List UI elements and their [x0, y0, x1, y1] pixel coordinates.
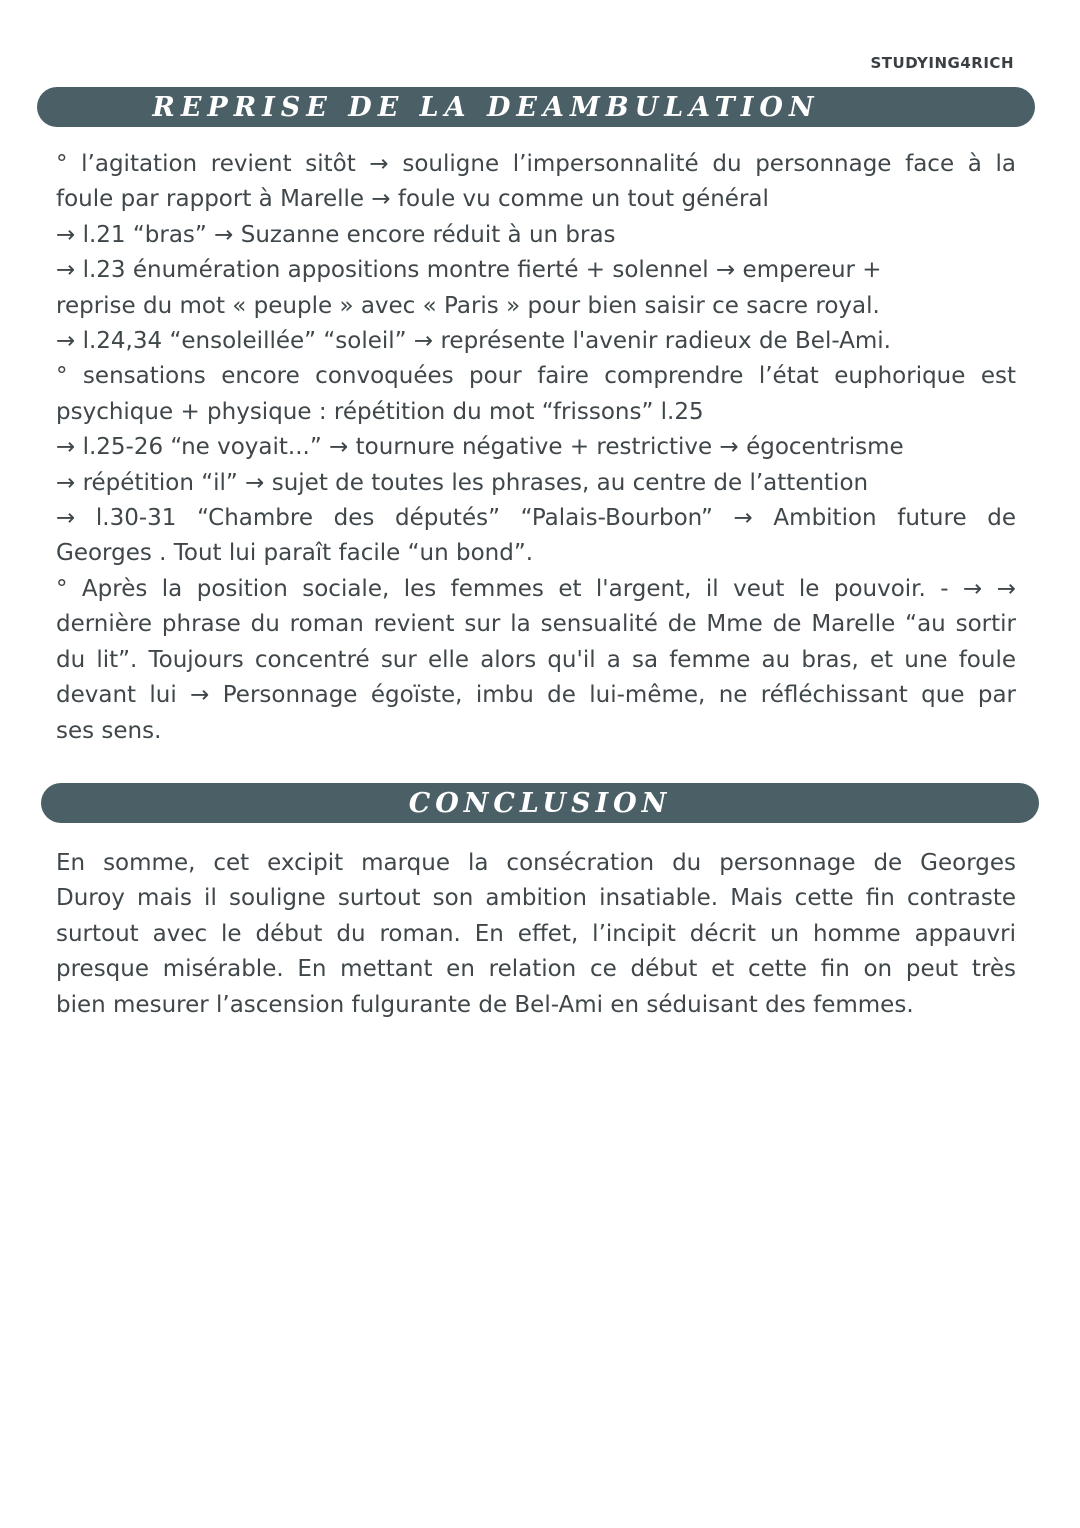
body-line: → l.21 “bras” → Suzanne encore réduit à un bras — [56, 221, 616, 248]
body-line: En somme, cet excipit marque la consécration du personnage de Georges — [56, 850, 1016, 876]
conclusion-body — [56, 846, 1016, 1023]
body-line: → l.25-26 “ne voyait...” → tournure négative + restrictive → égocentrisme — [56, 434, 904, 461]
body-line: reprise du mot « peuple » avec « Paris » pour bien saisir ce sacre royal. — [56, 292, 880, 319]
body-line: → répétition “il” → sujet de toutes les phrases, au centre de l’attention — [56, 469, 869, 496]
body-line: ses sens. — [56, 717, 162, 744]
body-line: → l.30-31 “Chambre des députés” “Palais-Bourbon” → Ambition future de — [56, 505, 1016, 532]
section-heading-deambulation — [37, 87, 1035, 127]
body-line: foule par rapport à Marelle → foule vu comme un tout général — [56, 186, 769, 213]
deambulation-body — [56, 147, 1016, 749]
body-line: bien mesurer l’ascension fulgurante de Bel-Ami en séduisant des femmes. — [56, 991, 914, 1018]
body-line: surtout avec le début du roman. En effet, l’incipit décrit un homme appauvri — [56, 920, 1016, 947]
body-line: Georges . Tout lui paraît facile “un bond”. — [56, 540, 534, 567]
section-heading-text: CONCLUSION — [408, 787, 672, 819]
body-line: devant lui → Personnage égoïste, imbu de lui-même, ne réfléchissant que par — [56, 682, 1016, 709]
body-line: ° l’agitation revient sitôt → souligne l’impersonnalité du personnage face à la — [56, 151, 1016, 177]
body-line: ° sensations encore convoquées pour faire comprendre l’état euphorique est — [56, 363, 1016, 390]
body-line: psychique + physique : répétition du mot “frissons” l.25 — [56, 398, 704, 425]
brand-label: STUDYING4RICH — [870, 54, 1014, 72]
body-line: → l.24,34 “ensoleillée” “soleil” → représente l'avenir radieux de Bel-Ami. — [56, 328, 891, 355]
body-line: → l.23 énumération appositions montre fierté + solennel → empereur + — [56, 257, 882, 284]
body-line: presque misérable. En mettant en relation ce début et cette fin on peut très — [56, 956, 1016, 983]
section-heading-text: REPRISE DE LA DEAMBULATION — [152, 91, 820, 123]
body-line: du lit”. Toujours concentré sur elle alors qu'il a sa femme au bras, et une foule — [56, 646, 1016, 673]
body-line: dernière phrase du roman revient sur la sensualité de Mme de Marelle “au sortir — [56, 611, 1016, 638]
body-line: Duroy mais il souligne surtout son ambition insatiable. Mais cette fin contraste — [56, 885, 1016, 912]
section-heading-conclusion — [41, 783, 1039, 823]
body-line: ° Après la position sociale, les femmes et l'argent, il veut le pouvoir. - → → — [56, 575, 1016, 602]
